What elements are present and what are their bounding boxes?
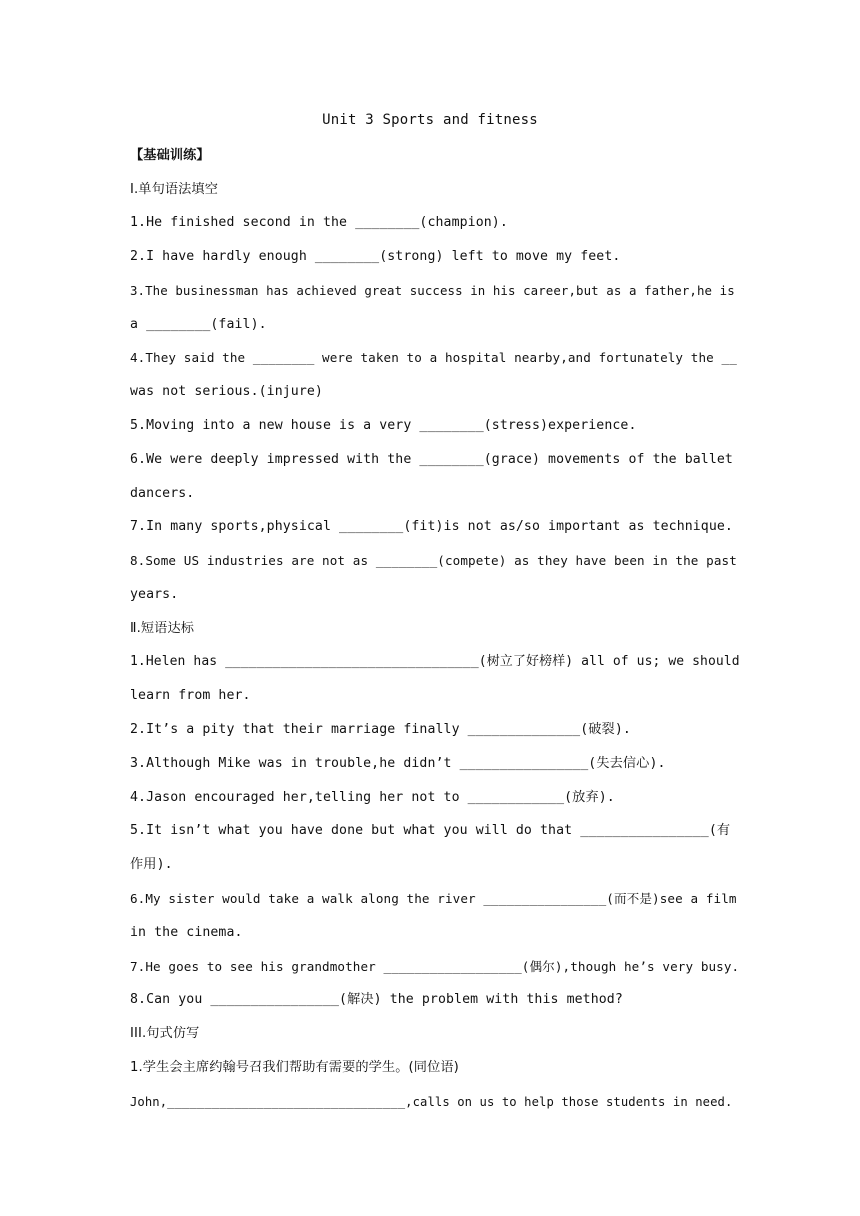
part1-heading: Ⅰ.单句语法填空 xyxy=(130,182,219,197)
part2-line: 4.Jason encouraged her,telling her not to ____________(放弃). xyxy=(130,790,615,805)
part1-line: 2.I have hardly enough ________(strong) left to move my feet. xyxy=(130,249,621,264)
part2-line: 7.He goes to see his grandmother __________________(偶尔),though he’s very busy. xyxy=(130,959,740,974)
part1-line: 7.In many sports,physical ________(fit)is not as/so important as technique. xyxy=(130,519,733,534)
part3-heading: III.句式仿写 xyxy=(130,1026,200,1041)
part2-line: 8.Can you ________________(解决) the problem with this method? xyxy=(130,992,623,1007)
part2-line: 6.My sister would take a walk along the river ________________(而不是)see a film xyxy=(130,891,737,906)
part1-line: 8.Some US industries are not as ________(compete) as they have been in the past xyxy=(130,553,737,568)
part1-line: 1.He finished second in the ________(champion). xyxy=(130,215,508,230)
section-heading-basic: 【基础训练】 xyxy=(130,148,210,163)
part3-line: John,________________________________,calls on us to help those students in need. xyxy=(130,1095,733,1109)
part2-line: in the cinema. xyxy=(130,925,243,940)
part1-line: dancers. xyxy=(130,486,195,501)
part2-line: learn from her. xyxy=(130,688,251,703)
part1-line: a ________(fail). xyxy=(130,317,267,332)
page-title: Unit 3 Sports and fitness xyxy=(322,112,538,128)
part1-line: 3.The businessman has achieved great success in his career,but as a father,he is xyxy=(130,283,735,298)
part2-line: 1.Helen has ________________________________(树立了好榜样) all of us; we should xyxy=(130,654,740,669)
part3-line: 1.学生会主席约翰号召我们帮助有需要的学生。(同位语) xyxy=(130,1060,459,1075)
part2-heading: Ⅱ.短语达标 xyxy=(130,621,195,636)
part2-line: 2.It’s a pity that their marriage finally ______________(破裂). xyxy=(130,722,631,737)
part2-line: 5.It isn’t what you have done but what you will do that ________________(有 xyxy=(130,823,731,838)
part1-line: was not serious.(injure) xyxy=(130,384,323,399)
part1-line: 4.They said the ________ were taken to a hospital nearby,and fortunately the __ xyxy=(130,350,737,365)
part2-line: 3.Although Mike was in trouble,he didn’t ________________(失去信心). xyxy=(130,756,666,771)
part1-line: 6.We were deeply impressed with the ________(grace) movements of the ballet xyxy=(130,452,733,467)
part2-line: 作用). xyxy=(130,857,173,872)
part1-line: years. xyxy=(130,587,179,602)
part1-line: 5.Moving into a new house is a very ________(stress)experience. xyxy=(130,418,637,433)
